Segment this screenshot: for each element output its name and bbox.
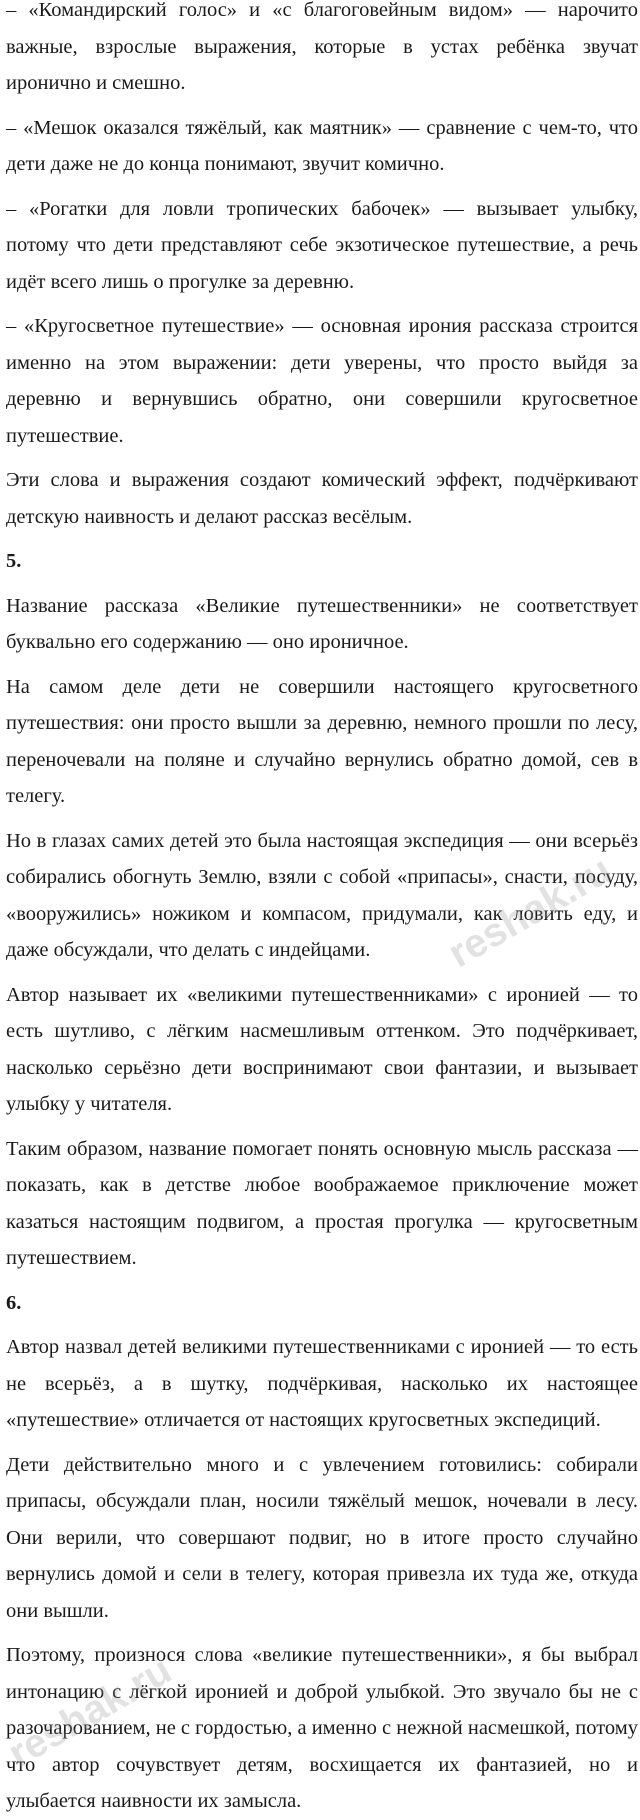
paragraph-author-irony: Автор называет их «великими путешественниками» с иронией — то есть шутливо, с лёгким насмешливым оттенком. Это подчёркивает, насколько серьёзно дети воспринимают свои фантазии, и вызывает улыбку у читателя.: [6, 983, 638, 1115]
paragraph-rogatki: – «Рогатки для ловли тропических бабочек» — вызывает улыбку, потому что дети представляют себе экзотическое путешествие, а речь идёт всего лишь о прогулке за деревню.: [6, 197, 638, 293]
paragraph-komandirsky-golos: – «Командирский голос» и «с благоговейным видом» — нарочито важные, взрослые выражения, которые в устах ребёнка звучат иронично и смешно.: [6, 0, 638, 94]
paragraph-real-journey: На самом деле дети не совершили настоящего кругосветного путешествия: они просто вышли за деревню, немного прошли по лесу, переночевали на поляне и случайно вернулись обратно домой, сев в телегу.: [6, 675, 638, 807]
paragraph-author-named: Автор назвал детей великими путешественниками с иронией — то есть не всерьёз, а в шутку, подчёркивая, насколько их настоящее «путешествие» отличается от настоящих кругосветных экспедиций.: [6, 1336, 638, 1431]
watermark-logo: reshak.ru: [0, 1647, 179, 1777]
section-number-5: 5.: [6, 550, 22, 572]
paragraph-preparation: Дети действительно много и с увлечением готовились: собирали припасы, обсуждали план, носили тяжёлый мешок, ночевали в лесу. Они верили, что совершают подвиг, но в итоге просто случайно вернулись домой и сели в телегу, которая привезла их туда же, откуда они вышли.: [6, 1453, 638, 1622]
section-number-6: 6.: [6, 1291, 22, 1314]
paragraph-summary-expressions: Эти слова и выражения создают комический эффект, подчёркивают детскую наивность и делают рассказ весёлым.: [6, 469, 638, 528]
paragraph-title-meaning: Название рассказа «Великие путешественники» не соответствует буквально его содержанию — оно ироничное.: [6, 594, 638, 653]
paragraph-children-view: Но в глазах самих детей это была настоящая экспедиция — они всерьёз собирались обогнуть Землю, взяли с собой «припасы», снасти, посуду, «вооружились» ножиком и компасом, придумали, как ловить еду, и даже обсуждали, что делать с индейцами.: [6, 829, 638, 961]
paragraph-krugosvetnoe: – «Кругосветное путешествие» — основная ирония рассказа строится именно на этом выражении: дети уверены, что просто выйдя за деревню и вернувшись обратно, они совершили кругосветное путешествие.: [6, 315, 638, 447]
paragraph-conclusion-5: Таким образом, название помогает понять основную мысль рассказа — показать, как в детстве любое воображаемое приключение может казаться настоящим подвигом, а простая прогулка — кругосветным путешествием.: [6, 1137, 638, 1269]
watermark-logo: reshak.ru: [440, 847, 619, 977]
paragraph-meshok: – «Мешок оказался тяжёлый, как маятник» — сравнение с чем-то, что дети даже не до конца понимают, звучит комично.: [6, 116, 638, 175]
paragraph-intonation: Поэтому, произнося слова «великие путешественники», я бы выбрал интонацию с лёгкой иронией и доброй улыбкой. Это звучало бы не с разочарованием, не с гордостью, а именно с нежной насмешкой, потому что автор сочувствует детям, восхищается их фантазией, но и улыбается наивности их замысла.: [6, 1644, 638, 1812]
